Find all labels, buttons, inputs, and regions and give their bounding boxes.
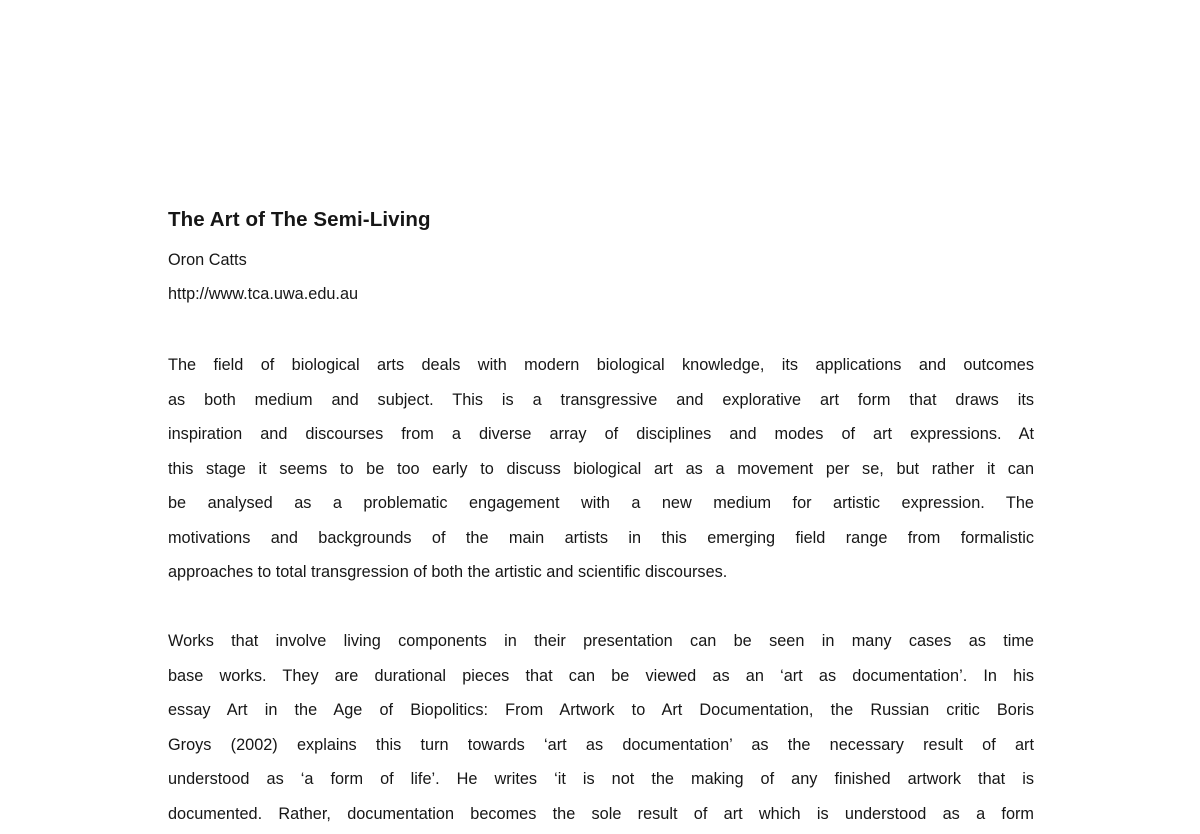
text-line: this stage it seems to be too early to discuss biological art as a movement per se, but rather it can (168, 459, 1034, 478)
document-title: The Art of The Semi-Living (168, 208, 431, 231)
text-line: Works that involve living components in their presentation can be seen in many cases as time (168, 632, 1034, 650)
website-url: http://www.tca.uwa.edu.au (168, 285, 359, 303)
text-line: documented. Rather, documentation becomes the sole result of art which is understood as a form (168, 804, 1034, 823)
text-line: The field of biological arts deals with modern biological knowledge, its applications and outcomes (168, 356, 1034, 374)
text-line: essay Art in the Age of Biopolitics: From Artwork to Art Documentation, the Russian critic Boris (168, 701, 1034, 719)
text-line: be analysed as a problematic engagement with a new medium for artistic expression. The (168, 494, 1034, 512)
document-content (168, 203, 1034, 831)
text-line: motivations and backgrounds of the main artists in this emerging field range from formalistic (168, 528, 1034, 547)
text-line: approaches to total transgression of both the artistic and scientific discourses. (168, 563, 728, 581)
text-line: Groys (2002) explains this turn towards ‘art as documentation’ as the necessary result of art (168, 735, 1034, 754)
text-line: inspiration and discourses from a diverse array of disciplines and modes of art expressions. At (168, 425, 1034, 443)
author-name: Oron Catts (168, 250, 247, 269)
text-line: understood as ‘a form of life’. He writes ‘it is not the making of any finished artwork that is (168, 770, 1034, 788)
text-line: as both medium and subject. This is a transgressive and explorative art form that draws its (168, 390, 1034, 409)
paragraph-1 (168, 348, 1034, 590)
text-line: base works. They are durational pieces that can be viewed as an ‘art as documentation’. In his (168, 666, 1034, 685)
paragraph-2 (168, 624, 1034, 831)
